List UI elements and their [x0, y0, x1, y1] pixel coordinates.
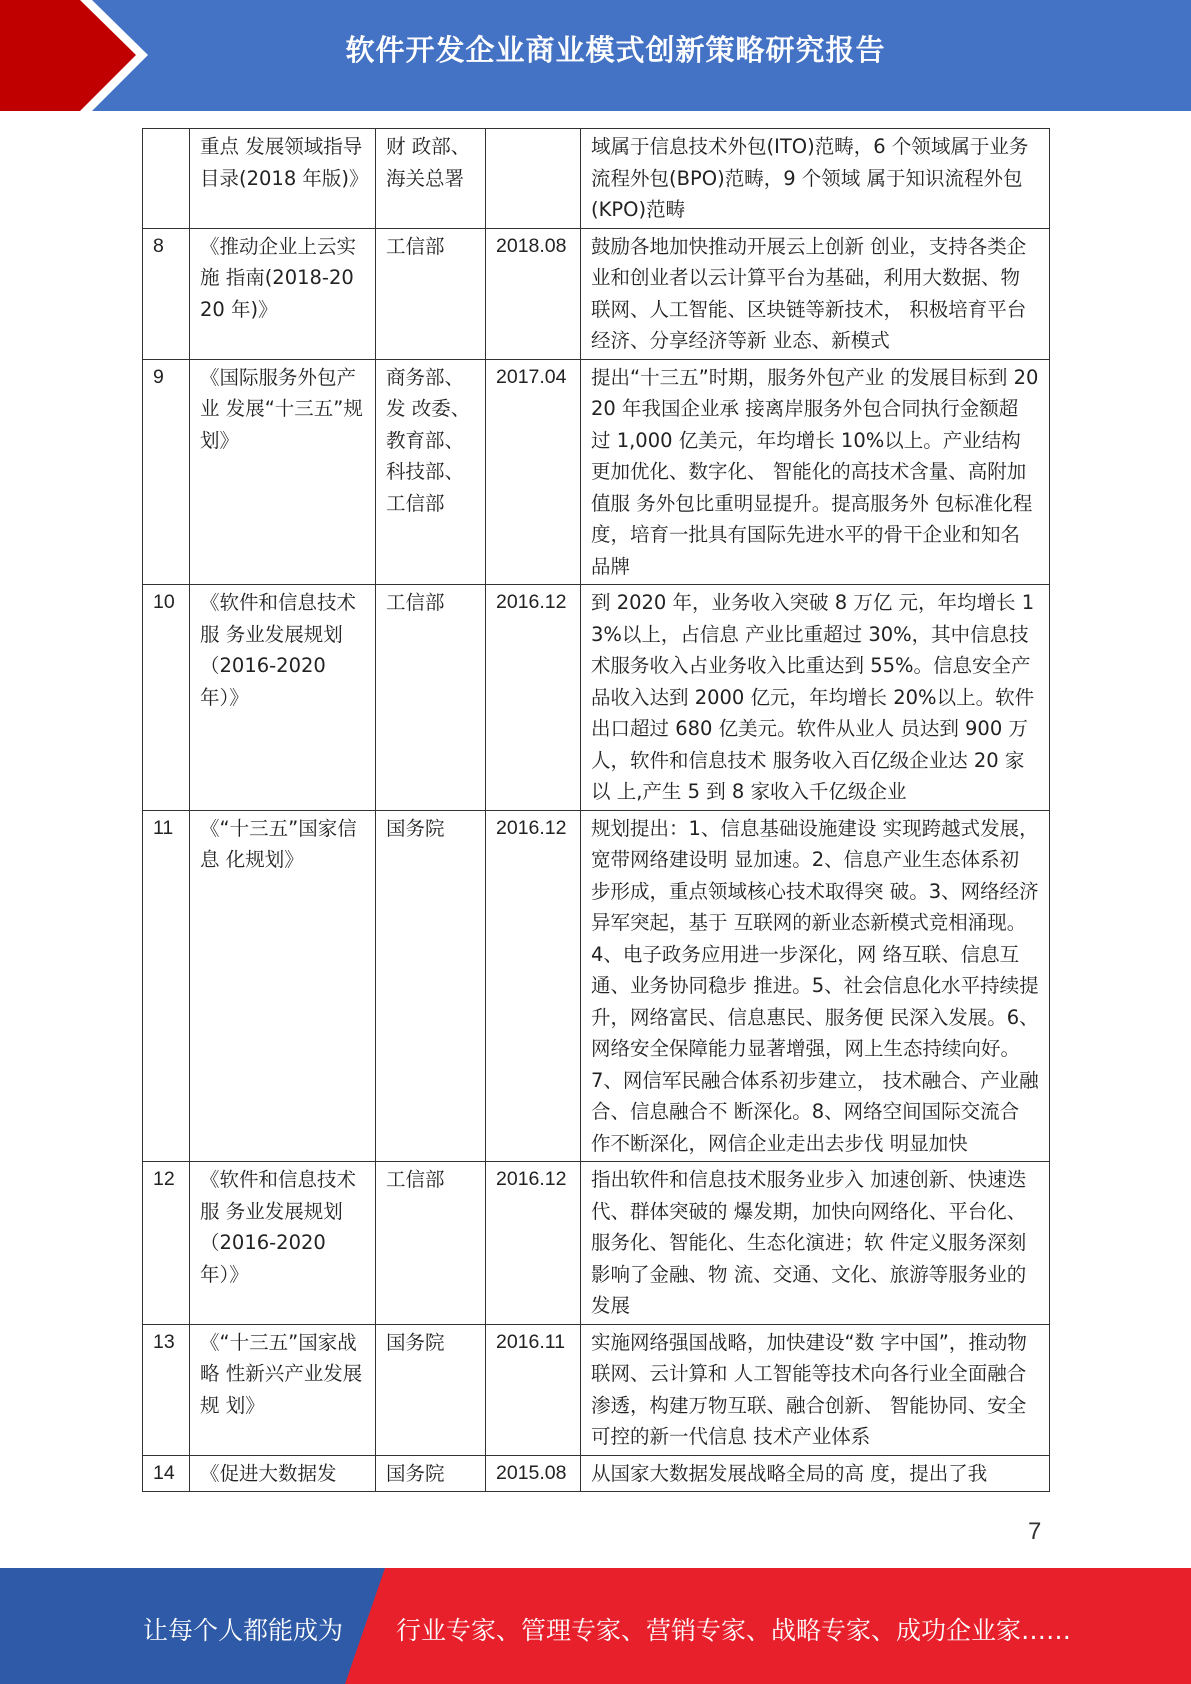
document-name-cell: 重点 发展领域指导目录(2018 年版)》: [190, 129, 376, 229]
issue-date-cell: 2016.11: [486, 1324, 581, 1455]
issue-date-cell: 2018.08: [486, 228, 581, 359]
issuing-department-cell: 财 政部、海关总署: [376, 129, 486, 229]
report-title: 软件开发企业商业模式创新策略研究报告: [345, 33, 886, 67]
row-number-cell: 10: [143, 585, 190, 811]
issue-date-cell: 2017.04: [486, 359, 581, 585]
issuing-department-cell: 国务院: [376, 1324, 486, 1455]
row-number-cell: 11: [143, 810, 190, 1162]
content-summary-cell: 域属于信息技术外包(ITO)范畴，6 个领域属于业务 流程外包(BPO)范畴，9 个领域 属于知识流程外包(KPO)范畴: [581, 129, 1050, 229]
row-number-cell: 14: [143, 1455, 190, 1492]
content-summary-cell: 鼓励各地加快推动开展云上创新 创业，支持各类企业和创业者以云计算平台为基础，利用大数据、物 联网、人工智能、区块链等新技术， 积极培育平台经济、分享经济等新 业态、新模式: [581, 228, 1050, 359]
content-summary-cell: 到 2020 年，业务收入突破 8 万亿 元，年均增长 13%以上，占信息 产业比重超过 30%，其中信息技 术服务收入占业务收入比重达到 55%。信息安全产品收入达到 2000 亿元，年均增长 20%以上。软件 出口超过 680 亿美元。软件从业人 员达到 900 万人，软件和信息技术 服务收入百亿级企业达 20 家以 上,产生 5 到 8 家收入千亿级企业: [581, 585, 1050, 811]
footer-slogan-left: 让每个人都能成为: [143, 1616, 344, 1645]
row-number-cell: 12: [143, 1162, 190, 1325]
issuing-department-cell: 工信部: [376, 228, 486, 359]
table-row: [143, 585, 1050, 811]
issue-date-cell: 2016.12: [486, 810, 581, 1162]
page-number: 7: [1028, 1518, 1042, 1545]
row-number-cell: 8: [143, 228, 190, 359]
issue-date-cell: 2016.12: [486, 585, 581, 811]
policy-table: [142, 128, 1049, 1492]
content-summary-cell: 提出“十三五”时期，服务外包产业 的发展目标到 2020 年我国企业承 接离岸服务外包合同执行金额超 过 1,000 亿美元，年均增长 10%以上。产业结构更加优化、数字化、 智能化的高技术含量、高附加值服 务外包比重明显提升。提高服务外 包标准化程度，培育一批具有国际先进水平的骨干企业和知名品牌: [581, 359, 1050, 585]
document-name-cell: 《软件和信息技术服 务业发展规划（2016-2020 年）》: [190, 1162, 376, 1325]
document-name-cell: 《促进大数据发: [190, 1455, 376, 1492]
issue-date-cell: 2015.08: [486, 1455, 581, 1492]
table-row: [143, 1324, 1050, 1455]
content-summary-cell: 实施网络强国战略，加快建设“数 字中国”，推动物联网、云计算和 人工智能等技术向各行业全面融合渗透，构建万物互联、融合创新、 智能协同、安全可控的新一代信息 技术产业体系: [581, 1324, 1050, 1455]
row-number-cell: [143, 129, 190, 229]
row-number-cell: 13: [143, 1324, 190, 1455]
issue-date-cell: [486, 129, 581, 229]
issue-date-cell: 2016.12: [486, 1162, 581, 1325]
document-name-cell: 《“十三五”国家信息 化规划》: [190, 810, 376, 1162]
document-name-cell: 《软件和信息技术服 务业发展规划（2016-2020 年）》: [190, 585, 376, 811]
issuing-department-cell: 国务院: [376, 810, 486, 1162]
table-row: [143, 359, 1050, 585]
document-name-cell: 《国际服务外包产业 发展“十三五”规划》: [190, 359, 376, 585]
issuing-department-cell: 工信部: [376, 585, 486, 811]
content-summary-cell: 指出软件和信息技术服务业步入 加速创新、快速迭代、群体突破的 爆发期，加快向网络化、平台化、 服务化、智能化、生态化演进；软 件定义服务深刻影响了金融、物 流、交通、文化、旅游等服务业的 发展: [581, 1162, 1050, 1325]
table-row: [143, 1455, 1050, 1492]
content-summary-cell: 从国家大数据发展战略全局的高 度，提出了我: [581, 1455, 1050, 1492]
table-row: [143, 1162, 1050, 1325]
issuing-department-cell: 工信部: [376, 1162, 486, 1325]
table-row: [143, 129, 1050, 229]
row-number-cell: 9: [143, 359, 190, 585]
page-header: [0, 0, 1191, 111]
document-name-cell: 《“十三五”国家战略 性新兴产业发展规 划》: [190, 1324, 376, 1455]
document-name-cell: 《推动企业上云实施 指南(2018-2020 年)》: [190, 228, 376, 359]
table-row: [143, 810, 1050, 1162]
footer-slogan-right: 行业专家、管理专家、营销专家、战略专家、成功企业家……: [396, 1616, 1072, 1645]
page-footer: [0, 1568, 1191, 1684]
issuing-department-cell: 商务部、发 改委、教育部、科技部、工信部: [376, 359, 486, 585]
content-summary-cell: 规划提出：1、信息基础设施建设 实现跨越式发展，宽带网络建设明 显加速。2、信息产业生态体系初 步形成，重点领域核心技术取得突 破。3、网络经济异军突起，基于 互联网的新业态新模式竞相涌现。 4、电子政务应用进一步深化，网 络互联、信息互通、业务协同稳步 推进。5、社会信息化水平持续提 升，网络富民、信息惠民、服务便 民深入发展。6、网络安全保障能力显著增强，网上生态持续向好。 7、网信军民融合体系初步建立， 技术融合、产业融合、信息融合不 断深化。8、网络空间国际交流合 作不断深化，网信企业走出去步伐 明显加快: [581, 810, 1050, 1162]
issuing-department-cell: 国务院: [376, 1455, 486, 1492]
table-row: [143, 228, 1050, 359]
